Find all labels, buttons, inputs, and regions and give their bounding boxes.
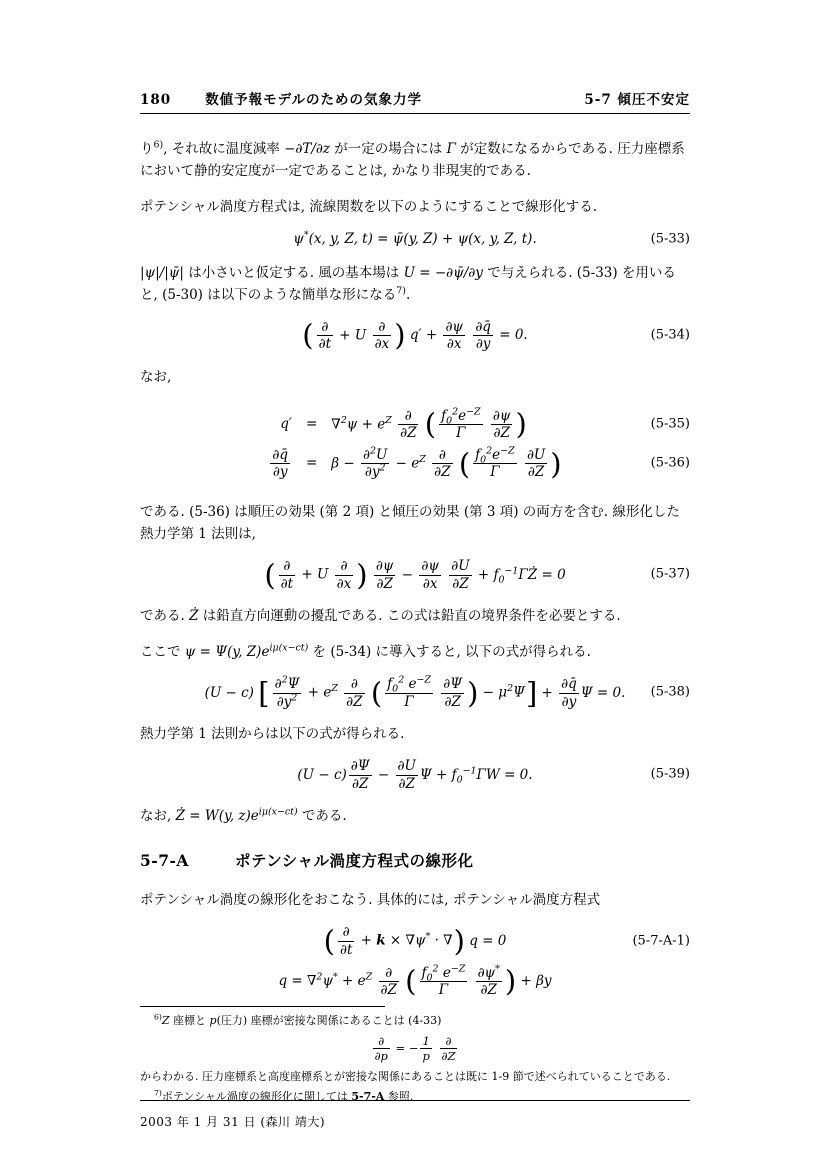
paragraph-basic-flow: |ψ|/|ψ̄| は小さいと仮定する. 風の基本場は U = −∂ψ̄/∂y で与えられる. (5-33) を用いると, (5-30) は以下のような簡単な形になる$^{7)}$. — [140, 264, 676, 303]
equation-number: (5-35) — [650, 416, 690, 432]
equation-5-35: q′ = $\nabla^2\psi + e^Z$ $\frac{\partial}{\partial Z}$ ( $\frac{f_0^2e^{-Z}}{\Gamma}$ $\frac{\partial\psi}{\partial Z}$ ) — [280, 406, 527, 442]
equation-q-definition — [140, 963, 690, 999]
footer-date: 2003 年 1 月 31 日 (森川 靖大) — [140, 1115, 326, 1129]
equations-5-35-36 — [140, 402, 690, 487]
page-header — [140, 88, 690, 114]
section-header: 5-7 傾圧不安定 — [584, 92, 690, 108]
footnote-6: $^{6)}$Z 座標と p(圧力) 座標が密接な関係にあることは (4-33) — [154, 1012, 442, 1027]
subsection-number: 5-7-A — [140, 851, 189, 871]
equation-5-39 — [140, 759, 690, 791]
equation-number: (5-7-A-1) — [632, 933, 690, 949]
equation-body: ( $\frac{\partial}{\partial t}$ + k × ∇ψ* · ∇ ) q = 0 — [323, 924, 507, 959]
paragraph-linearize-intro: ポテンシャル渦度方程式は, 流線関数を以下のようにすることで線形化する. — [140, 199, 598, 215]
paragraph-vertical-motion: である. Ż は鉛直方向運動の擾乱である. この式は鉛直の境界条件を必要とする. — [140, 608, 621, 625]
footnote-6-continuation: からわかる. 圧力座標系と高度座標系とが密接な関係にあることは既に 1-9 節で述べられていることである. — [140, 1069, 671, 1083]
equation-5-7-A-1 — [140, 925, 690, 957]
footer-separator — [140, 1100, 690, 1101]
equation-body: ( $\frac{\partial}{\partial t}$ + U $\frac{\partial}{\partial x}$ ) $\frac{\partial\psi}{\partial Z}$ − $\frac{\partial\psi}{\partial x}$ $\frac{\partial U}{\partial Z}$ + $f_0^{-1}\Gamma Ż = 0$ — [264, 557, 566, 592]
equation-5-38 — [140, 674, 690, 710]
paragraph-lapse-rate: り$^{6)}$, それ故に温度減率 −∂T/∂z が一定の場合には Γ が定数になるからである. 圧力座標系において静的安定度が一定であることは, かなり非現実的である. — [140, 139, 685, 179]
subsection-heading — [140, 849, 690, 871]
paragraph-barotropic-baroclinic: である. (5-36) は順圧の効果 (第 2 項) と傾圧の効果 (第 3 項) の両方を含む. 線形化した熱力学第 1 法則は, — [140, 503, 680, 542]
equation-number: (5-33) — [650, 231, 690, 247]
equation-body: (U − c) $\frac{\partial\Psi}{\partial Z}$ − $\frac{\partial U}{\partial Z}$ $\Psi + f_0^{-1}\Gamma W = 0$. — [297, 758, 533, 792]
equation-5-37 — [140, 559, 690, 591]
equation-5-36: $\frac{\partial q̄}{\partial y}$ = β − $\frac{\partial^2U}{\partial y^2}$ − $e^Z$ $\frac{\partial}{\partial Z}$ ( $\frac{f_0^2e^{-Z}}{\Gamma}$ $\frac{\partial U}{\partial Z}$ ) — [272, 445, 562, 481]
equation-body: ψ*(x, y, Z, t) = ψ̄(y, Z) + ψ(x, y, Z, t). — [293, 229, 537, 247]
paragraph-linearization: ポテンシャル渦度の線形化をおこなう. 具体的には, ポテンシャル渦度方程式 — [140, 892, 601, 909]
footnote-separator — [140, 1006, 385, 1007]
equation-number: (5-36) — [650, 455, 690, 471]
equation-body: $q = \nabla^2\psi^* + e^Z$ $\frac{\partial}{\partial Z}$ ( $\frac{f_0^2 e^{-Z}}{\Gamma}$ $\frac{\partial\psi^*}{\partial Z}$ ) + βy — [278, 963, 552, 999]
paragraph-zdot-definition: なお, Ż = W(y, $z)e^{i\mu(x-ct)}$ である. — [140, 806, 347, 825]
equation-number: (5-38) — [650, 684, 690, 700]
page-number: 180 — [140, 92, 172, 108]
footnote-7: $^{7)}$ポテンシャル渦度の線形化に関しては 5-7-A 参照. — [154, 1087, 414, 1103]
footnote-6-equation: $\frac{\partial}{\partial p}$ = − $\frac{1}{p}$ $\frac{\partial}{\partial Z}$ — [374, 1033, 456, 1064]
equation-number: (5-39) — [650, 766, 690, 782]
equation-5-33 — [140, 229, 690, 248]
subsection-title: ポテンシャル渦度方程式の線形化 — [234, 851, 474, 871]
paragraph-wave-solution: ここで ψ = Ψ(y, $Z)e^{i\mu(x-ct)}$ を (5-34) に導入すると, 以下の式が得られる. — [140, 642, 591, 661]
aligned-equations — [261, 402, 568, 487]
paragraph-nao: なお, — [140, 368, 172, 385]
equation-number: (5-37) — [650, 566, 690, 582]
footnotes — [140, 1006, 690, 1106]
equation-number: (5-34) — [650, 327, 690, 343]
equation-body: (U − c) [ $\frac{\partial^2\Psi}{\partial y^2}$ + $e^Z$ $\frac{\partial}{\partial Z}$ ( $\frac{f_0^2 e^{-Z}}{\Gamma}$ $\frac{\partial\Psi}{\partial Z}$ ) − $\mu^2\Psi$ ] + $\frac{\partial q̄}{\partial y}$ Ψ = 0. — [204, 674, 626, 710]
equation-5-34 — [140, 320, 690, 352]
equation-body: ( $\frac{\partial}{\partial t}$ + U $\frac{\partial}{\partial x}$ ) q′ + $\frac{\partial\psi}{\partial x}$ $\frac{\partial q̄}{\partial y}$ = 0. — [302, 318, 528, 353]
page-footer — [140, 1100, 690, 1130]
paragraph-thermodynamics: 熱力学第 1 法則からは以下の式が得られる. — [140, 726, 405, 743]
book-title: 数値予報モデルのための気象力学 — [205, 92, 423, 108]
